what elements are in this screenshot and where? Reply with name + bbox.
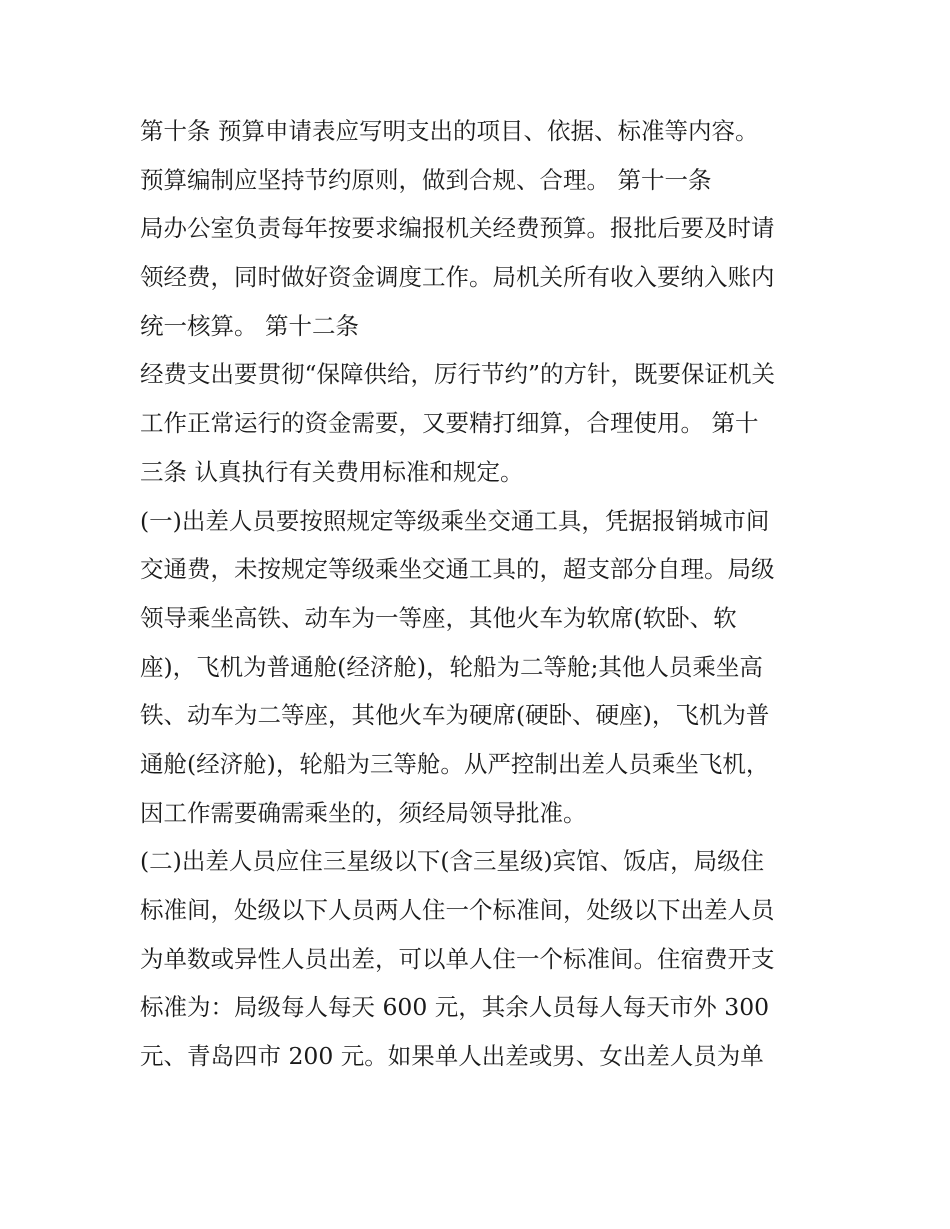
text-line: 领经费，同时做好资金调度工作。局机关所有收入要纳入账内 <box>140 263 775 292</box>
text-line: 铁、动车为二等座，其他火车为硬席(硬卧、硬座)，飞机为普 <box>140 701 770 730</box>
text-line: 第十条 预算申请表应写明支出的项目、依据、标准等内容。 <box>140 117 759 145</box>
text-line: 领导乘坐高铁、动车为一等座，其他火车为软席(软卧、软 <box>140 603 737 632</box>
document-body <box>140 107 820 1081</box>
text-line: 座)，飞机为普通舱(经济舱)，轮船为二等舱;其他人员乘坐高 <box>140 652 763 681</box>
text-line: (一)出差人员要按照规定等级乘坐交通工具，凭据报销城市间 <box>140 506 770 535</box>
text-line: 三条 认真执行有关费用标准和规定。 <box>140 457 524 486</box>
text-line: 经费支出要贯彻“保障供给，厉行节约”的方针，既要保证机关 <box>140 360 776 389</box>
text-line: 元、青岛四市 200 元。如果单人出差或男、女出差人员为单 <box>140 1042 764 1071</box>
text-line: 局办公室负责每年按要求编报机关经费预算。报批后要及时请 <box>140 214 775 243</box>
text-line: (二)出差人员应住三星级以下(含三星级)宾馆、饭店，局级住 <box>140 847 765 876</box>
text-line: 通舱(经济舱)，轮船为三等舱。从严控制出差人员乘坐飞机， <box>140 749 770 778</box>
text-line: 为单数或异性人员出差，可以单人住一个标准间。住宿费开支 <box>140 944 775 973</box>
text-line: 工作正常运行的资金需要，又要精打细算，合理使用。 第十 <box>140 409 759 438</box>
text-line: 标准为：局级每人每天 600 元，其余人员每人每天市外 300 <box>140 993 770 1022</box>
text-line: 交通费，未按规定等级乘坐交通工具的，超支部分自理。局级 <box>140 555 775 584</box>
text-line: 预算编制应坚持节约原则，做到合规、合理。 第十一条 <box>140 165 712 194</box>
text-line: 统一核算。 第十二条 <box>140 311 359 340</box>
text-line: 因工作需要确需乘坐的，须经局领导批准。 <box>140 798 587 827</box>
text-line: 标准间，处级以下人员两人住一个标准间，处级以下出差人员 <box>140 896 775 924</box>
